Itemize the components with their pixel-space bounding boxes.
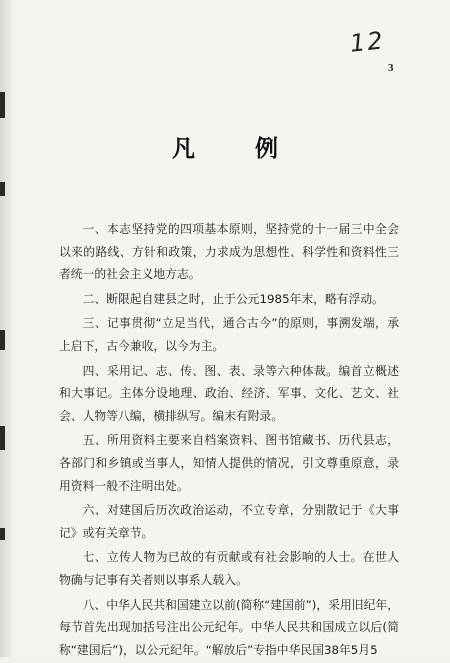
- paragraph-5: 五、所用资料主要来自档案资料、图书馆藏书、历代县志，各部门和乡镇或当事人，知情人提供的情况，引文尊重原意，录用资料一般不注明出处。: [59, 433, 399, 493]
- page-number: 3: [388, 62, 394, 74]
- paragraph-4: 四、采用记、志、传、图、表、录等六种体裁。编首立概述和大事记。主体分设地理、政治、经济、军事、文化、艺文、社会、人物等八编，横排纵写。编末有附录。: [59, 363, 399, 423]
- scan-edge-mark: [0, 528, 5, 540]
- paragraph-8: 八、中华人民共和国建立以前(简称“建国前”)，采用旧纪年，每节首先出现加括号注出公元纪年。中华人民共和国成立以后(简称“建国后”)，以公元纪年。“解放后”专指中华民国38年5月5: [59, 597, 399, 657]
- scan-edge-mark: [0, 426, 5, 450]
- paragraph-2: 二、断限起自建县之时，止于公元1985年末，略有浮动。: [82, 291, 384, 306]
- handwritten-page-mark: 12: [348, 26, 386, 58]
- scan-edge-mark: [0, 330, 5, 350]
- paragraph-6: 六、对建国后历次政治运动，不立专章，分别散记于《大事记》或有关章节。: [59, 503, 399, 540]
- paragraph-1: 一、本志坚持党的四项基本原则，坚持党的十一届三中全会以来的路线、方针和政策，力求成为思想性、科学性和资料性三者统一的社会主义地方志。: [59, 222, 399, 282]
- body-text: [59, 218, 399, 663]
- page-title: 凡 例: [171, 136, 304, 162]
- paragraph-3: 三、记事贯彻“立足当代，通合古今”的原则，事溯发端，承上启下，古今兼收，以今为主。: [59, 316, 399, 353]
- paragraph-7: 七、立传人物为已故的有贡献或有社会影响的人士。在世人物确与记事有关者则以事系人载入。: [59, 550, 399, 587]
- scan-edge-mark: [0, 92, 5, 118]
- scan-edge-mark: [0, 182, 5, 196]
